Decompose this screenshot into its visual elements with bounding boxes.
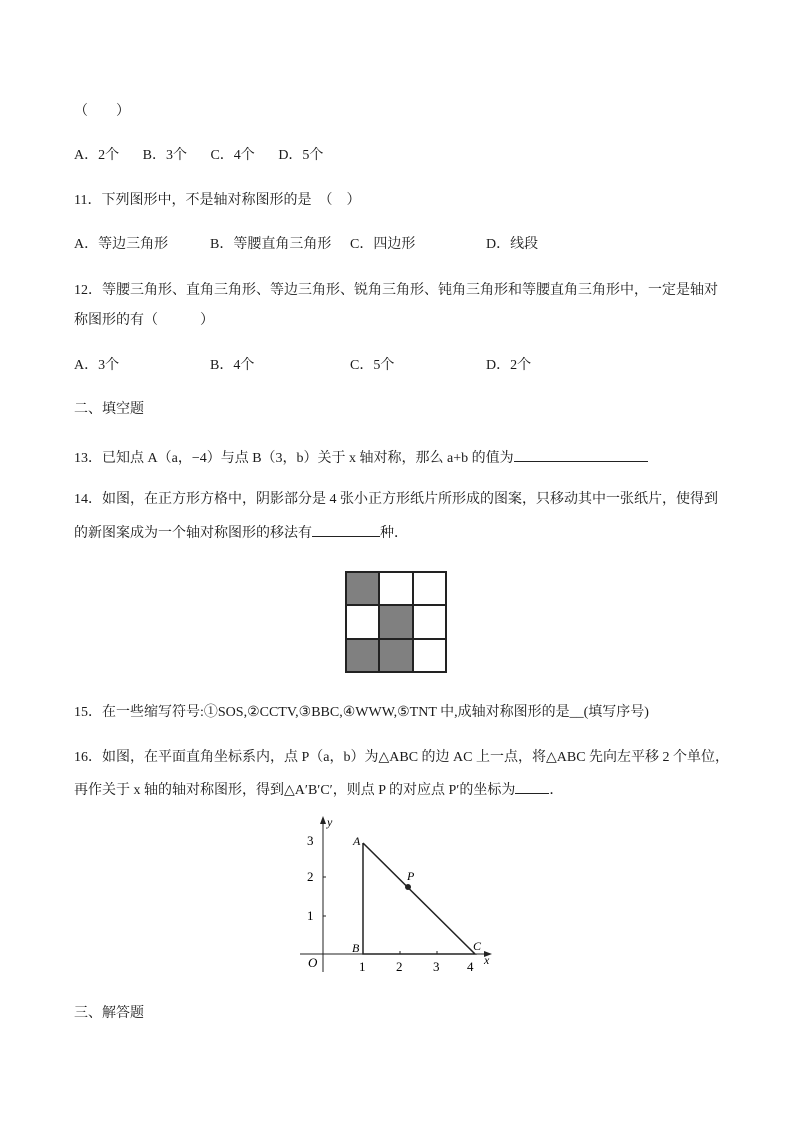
x-tick-label-1: 1 xyxy=(359,959,366,974)
q13-stem xyxy=(74,447,648,468)
q11-options xyxy=(74,236,538,254)
section-2-heading: 二、填空题 xyxy=(74,402,144,417)
label-c: C xyxy=(473,939,482,953)
grid-cell-empty xyxy=(346,605,379,638)
x-tick-label-2: 2 xyxy=(396,959,403,974)
q12-stem-line2: 称图形的有（ ） xyxy=(74,313,214,328)
y-tick-label-3: 3 xyxy=(307,833,314,848)
q16-coordinate-figure xyxy=(290,812,510,982)
label-p: P xyxy=(407,869,415,883)
q16-text-a: 再作关于 x 轴的轴对称图形，得到△A′B′C′，则点 P 的对应点 P′的坐标为 xyxy=(74,783,516,798)
q15-stem: 15．在一些缩写符号:①SOS,②CCTV,③BBC,④WWW,⑤TNT 中,成轴对称图形的是__(填写序号) xyxy=(74,705,649,720)
q14-stem-line1: 14．如图，在正方形方格中，阴影部分是 4 张小正方形纸片所形成的图案，只移动其中一张纸片，使得到 xyxy=(74,492,718,507)
q10-option-b: B．3个 xyxy=(142,148,187,163)
triangle-abc xyxy=(363,843,475,954)
q12-option-b: B．4个 xyxy=(210,358,255,373)
q12-option-d: D．2个 xyxy=(486,358,532,373)
label-a: A xyxy=(353,834,361,848)
q10-option-d: D．5个 xyxy=(278,148,324,163)
q12-options xyxy=(74,357,531,375)
q14-text-b: 种． xyxy=(380,526,408,541)
origin-label: O xyxy=(308,955,318,970)
q12-option-c: C．5个 xyxy=(350,358,395,373)
grid-cell-empty xyxy=(413,572,446,605)
q16-text-b: ． xyxy=(549,783,564,798)
x-axis-label: x xyxy=(484,953,490,967)
y-axis-arrow xyxy=(320,816,326,824)
q12-option-a: A．3个 xyxy=(74,358,120,373)
grid-cell-empty xyxy=(413,605,446,638)
q14-answer-blank[interactable] xyxy=(312,522,380,537)
q13-text: 13．已知点 A（a，−4）与点 B（3，b）关于 x 轴对称，那么 a+b 的值为 xyxy=(74,451,514,466)
grid-cell-empty xyxy=(413,639,446,672)
section-3-heading: 三、解答题 xyxy=(74,1006,144,1021)
y-tick-label-2: 2 xyxy=(307,869,314,884)
x-tick-label-3: 3 xyxy=(433,959,440,974)
grid-cell-shaded xyxy=(346,572,379,605)
q10-options xyxy=(74,147,323,165)
q11-option-a: A．等边三角形 xyxy=(74,237,169,252)
grid-cell-empty xyxy=(379,572,412,605)
q11-option-c: C．四边形 xyxy=(350,237,416,252)
q11-option-b: B．等腰直角三角形 xyxy=(210,237,332,252)
grid-cell-shaded xyxy=(379,605,412,638)
q16-answer-blank[interactable] xyxy=(515,779,549,794)
grid-cell-shaded xyxy=(379,639,412,672)
q11-option-d: D．线段 xyxy=(486,237,539,252)
label-b: B xyxy=(352,941,360,955)
q10-paren: （ ） xyxy=(74,104,130,119)
grid-cell-shaded xyxy=(346,639,379,672)
q12-stem-line1: 12．等腰三角形、直角三角形、等边三角形、锐角三角形、钝角三角形和等腰直角三角形中，一定是轴对 xyxy=(74,283,718,298)
q14-text-a: 的新图案成为一个轴对称图形的移法有 xyxy=(74,526,312,541)
q10-option-c: C．4个 xyxy=(210,148,255,163)
q11-stem: 11．下列图形中，不是轴对称图形的是 （ ） xyxy=(74,193,361,208)
point-p xyxy=(405,884,411,890)
y-axis-label: y xyxy=(327,815,333,829)
q13-answer-blank[interactable] xyxy=(514,447,648,462)
q14-stem-line2 xyxy=(74,522,408,543)
q10-option-a: A．2个 xyxy=(74,148,120,163)
q16-stem-line1: 16．如图，在平面直角坐标系内，点 P（a，b）为△ABC 的边 AC 上一点，将△ABC 先向左平移 2 个单位， xyxy=(74,750,730,765)
q14-square-grid xyxy=(345,571,447,673)
x-tick-label-4: 4 xyxy=(467,959,474,974)
q16-stem-line2 xyxy=(74,779,563,800)
y-tick-label-1: 1 xyxy=(307,908,314,923)
